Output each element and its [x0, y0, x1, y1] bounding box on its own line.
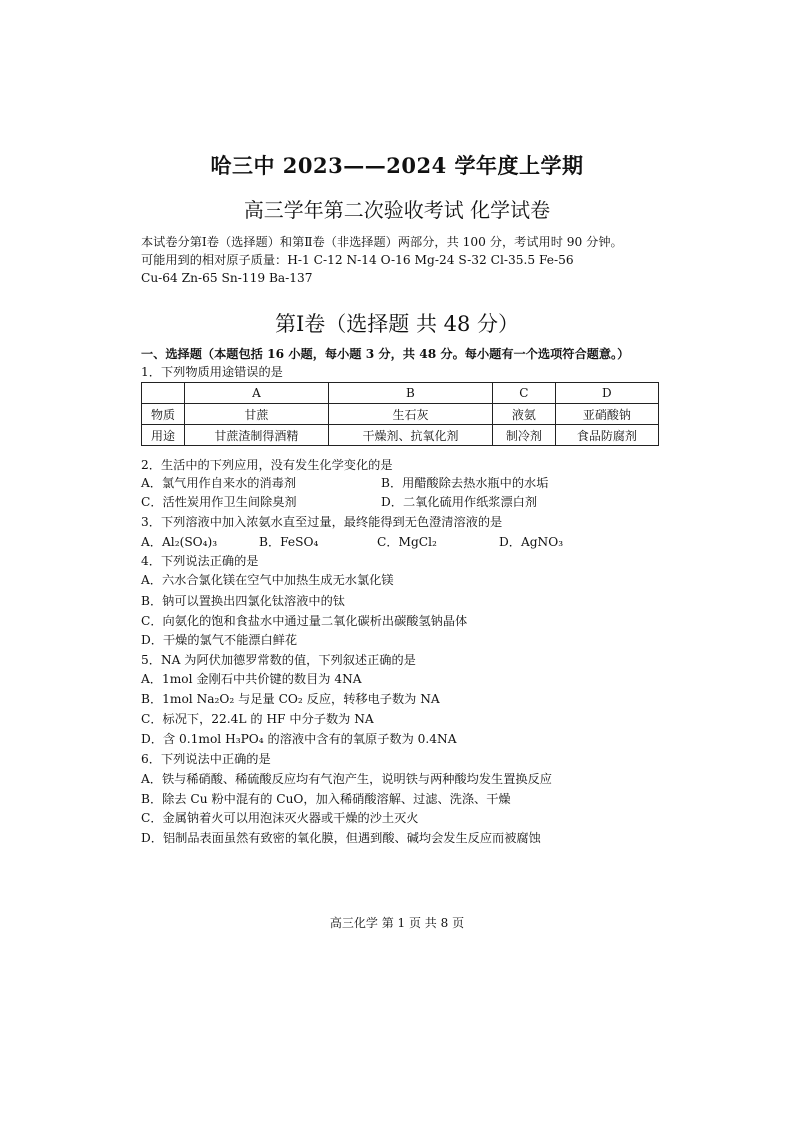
q1-stem: 1．下列物质用途错误的是 — [141, 365, 283, 379]
q3-option-d: D．AgNO₃ — [499, 535, 564, 549]
table-cell: C — [493, 383, 556, 404]
q4-stem: 4．下列说法正确的是 — [141, 554, 259, 568]
q6-stem: 6．下列说法中正确的是 — [141, 752, 271, 766]
q6-option-b: B．除去 Cu 粉中混有的 CuO，加入稀硝酸溶解、过滤、洗涤、干燥 — [141, 792, 511, 806]
q3-option-b: B．FeSO₄ — [259, 535, 319, 549]
q4-option-a: A．六水合氯化镁在空气中加热生成无水氯化镁 — [141, 573, 394, 587]
table-cell: 物质 — [142, 404, 185, 425]
q5-stem: 5．NA 为阿伏加德罗常数的值，下列叙述正确的是 — [141, 653, 416, 667]
table-row — [142, 383, 659, 404]
intro-line-1: 本试卷分第Ⅰ卷（选择题）和第Ⅱ卷（非选择题）两部分，共 100 分，考试用时 90 分钟。 — [141, 235, 623, 249]
page-footer: 高三化学 第 1 页 共 8 页 — [329, 916, 465, 930]
q3-options — [141, 534, 563, 550]
q5-option-a: A．1mol 金刚石中共价键的数目为 4NA — [141, 672, 362, 686]
table-cell: 生石灰 — [328, 404, 492, 425]
q3-option-a: A．Al₂(SO₄)₃ — [141, 535, 218, 549]
q2-option-a: A．氯气用作自来水的消毒剂 — [141, 476, 297, 490]
q2-stem: 2．生活中的下列应用，没有发生化学变化的是 — [141, 458, 393, 472]
q6-option-a: A．铁与稀硝酸、稀硫酸反应均有气泡产生，说明铁与两种酸均发生置换反应 — [141, 772, 552, 786]
table-row — [142, 425, 659, 446]
q1-table — [141, 382, 659, 446]
table-cell: 甘蔗 — [185, 404, 329, 425]
q2-option-c: C．活性炭用作卫生间除臭剂 — [141, 495, 297, 509]
table-cell: D — [555, 383, 658, 404]
table-cell: 干燥剂、抗氧化剂 — [328, 425, 492, 446]
q2-options-row-2 — [141, 494, 537, 510]
section-title: 第Ⅰ卷（选择题 共 48 分） — [274, 312, 520, 336]
q3-option-c: C．MgCl₂ — [377, 535, 437, 549]
intro-line-2: 可能用到的相对原子质量：H-1 C-12 N-14 O-16 Mg-24 S-32 Cl-35.5 Fe-56 — [141, 253, 574, 267]
exam-title: 哈三中 2023——2024 学年度上学期 — [210, 153, 584, 178]
q5-option-d: D．含 0.1mol H₃PO₄ 的溶液中含有的氧原子数为 0.4NA — [141, 732, 457, 746]
q3-stem: 3．下列溶液中加入浓氨水直至过量，最终能得到无色澄清溶液的是 — [141, 515, 503, 529]
q6-option-d: D．铝制品表面虽然有致密的氧化膜，但遇到酸、碱均会发生反应而被腐蚀 — [141, 831, 541, 845]
table-cell: A — [185, 383, 329, 404]
q4-option-b: B．钠可以置换出四氯化钛溶液中的钛 — [141, 594, 345, 608]
q2-option-d: D．二氧化硫用作纸浆漂白剂 — [381, 495, 538, 509]
section-instructions: 一、选择题（本题包括 16 小题，每小题 3 分，共 48 分。每小题有一个选项符合题意。） — [141, 347, 630, 361]
q5-option-c: C．标况下，22.4L 的 HF 中分子数为 NA — [141, 712, 374, 726]
intro-line-3: Cu-64 Zn-65 Sn-119 Ba-137 — [141, 271, 313, 285]
exam-subtitle: 高三学年第二次验收考试 化学试卷 — [243, 198, 551, 222]
table-cell: 食品防腐剂 — [555, 425, 658, 446]
table-cell — [142, 383, 185, 404]
table-row — [142, 404, 659, 425]
q4-option-c: C．向氨化的饱和食盐水中通过量二氧化碳析出碳酸氢钠晶体 — [141, 614, 468, 628]
q4-option-d: D．干燥的氯气不能漂白鲜花 — [141, 633, 298, 647]
table-cell: 亚硝酸钠 — [555, 404, 658, 425]
q6-option-c: C．金属钠着火可以用泡沫灭火器或干燥的沙土灭火 — [141, 811, 419, 825]
table-cell: B — [328, 383, 492, 404]
table-cell: 甘蔗渣制得酒精 — [185, 425, 329, 446]
table-cell: 制冷剂 — [493, 425, 556, 446]
table-cell: 液氨 — [493, 404, 556, 425]
q2-options-row-1 — [141, 475, 548, 491]
q2-option-b: B．用醋酸除去热水瓶中的水垢 — [381, 476, 549, 490]
q5-option-b: B．1mol Na₂O₂ 与足量 CO₂ 反应，转移电子数为 NA — [141, 692, 440, 706]
table-cell: 用途 — [142, 425, 185, 446]
